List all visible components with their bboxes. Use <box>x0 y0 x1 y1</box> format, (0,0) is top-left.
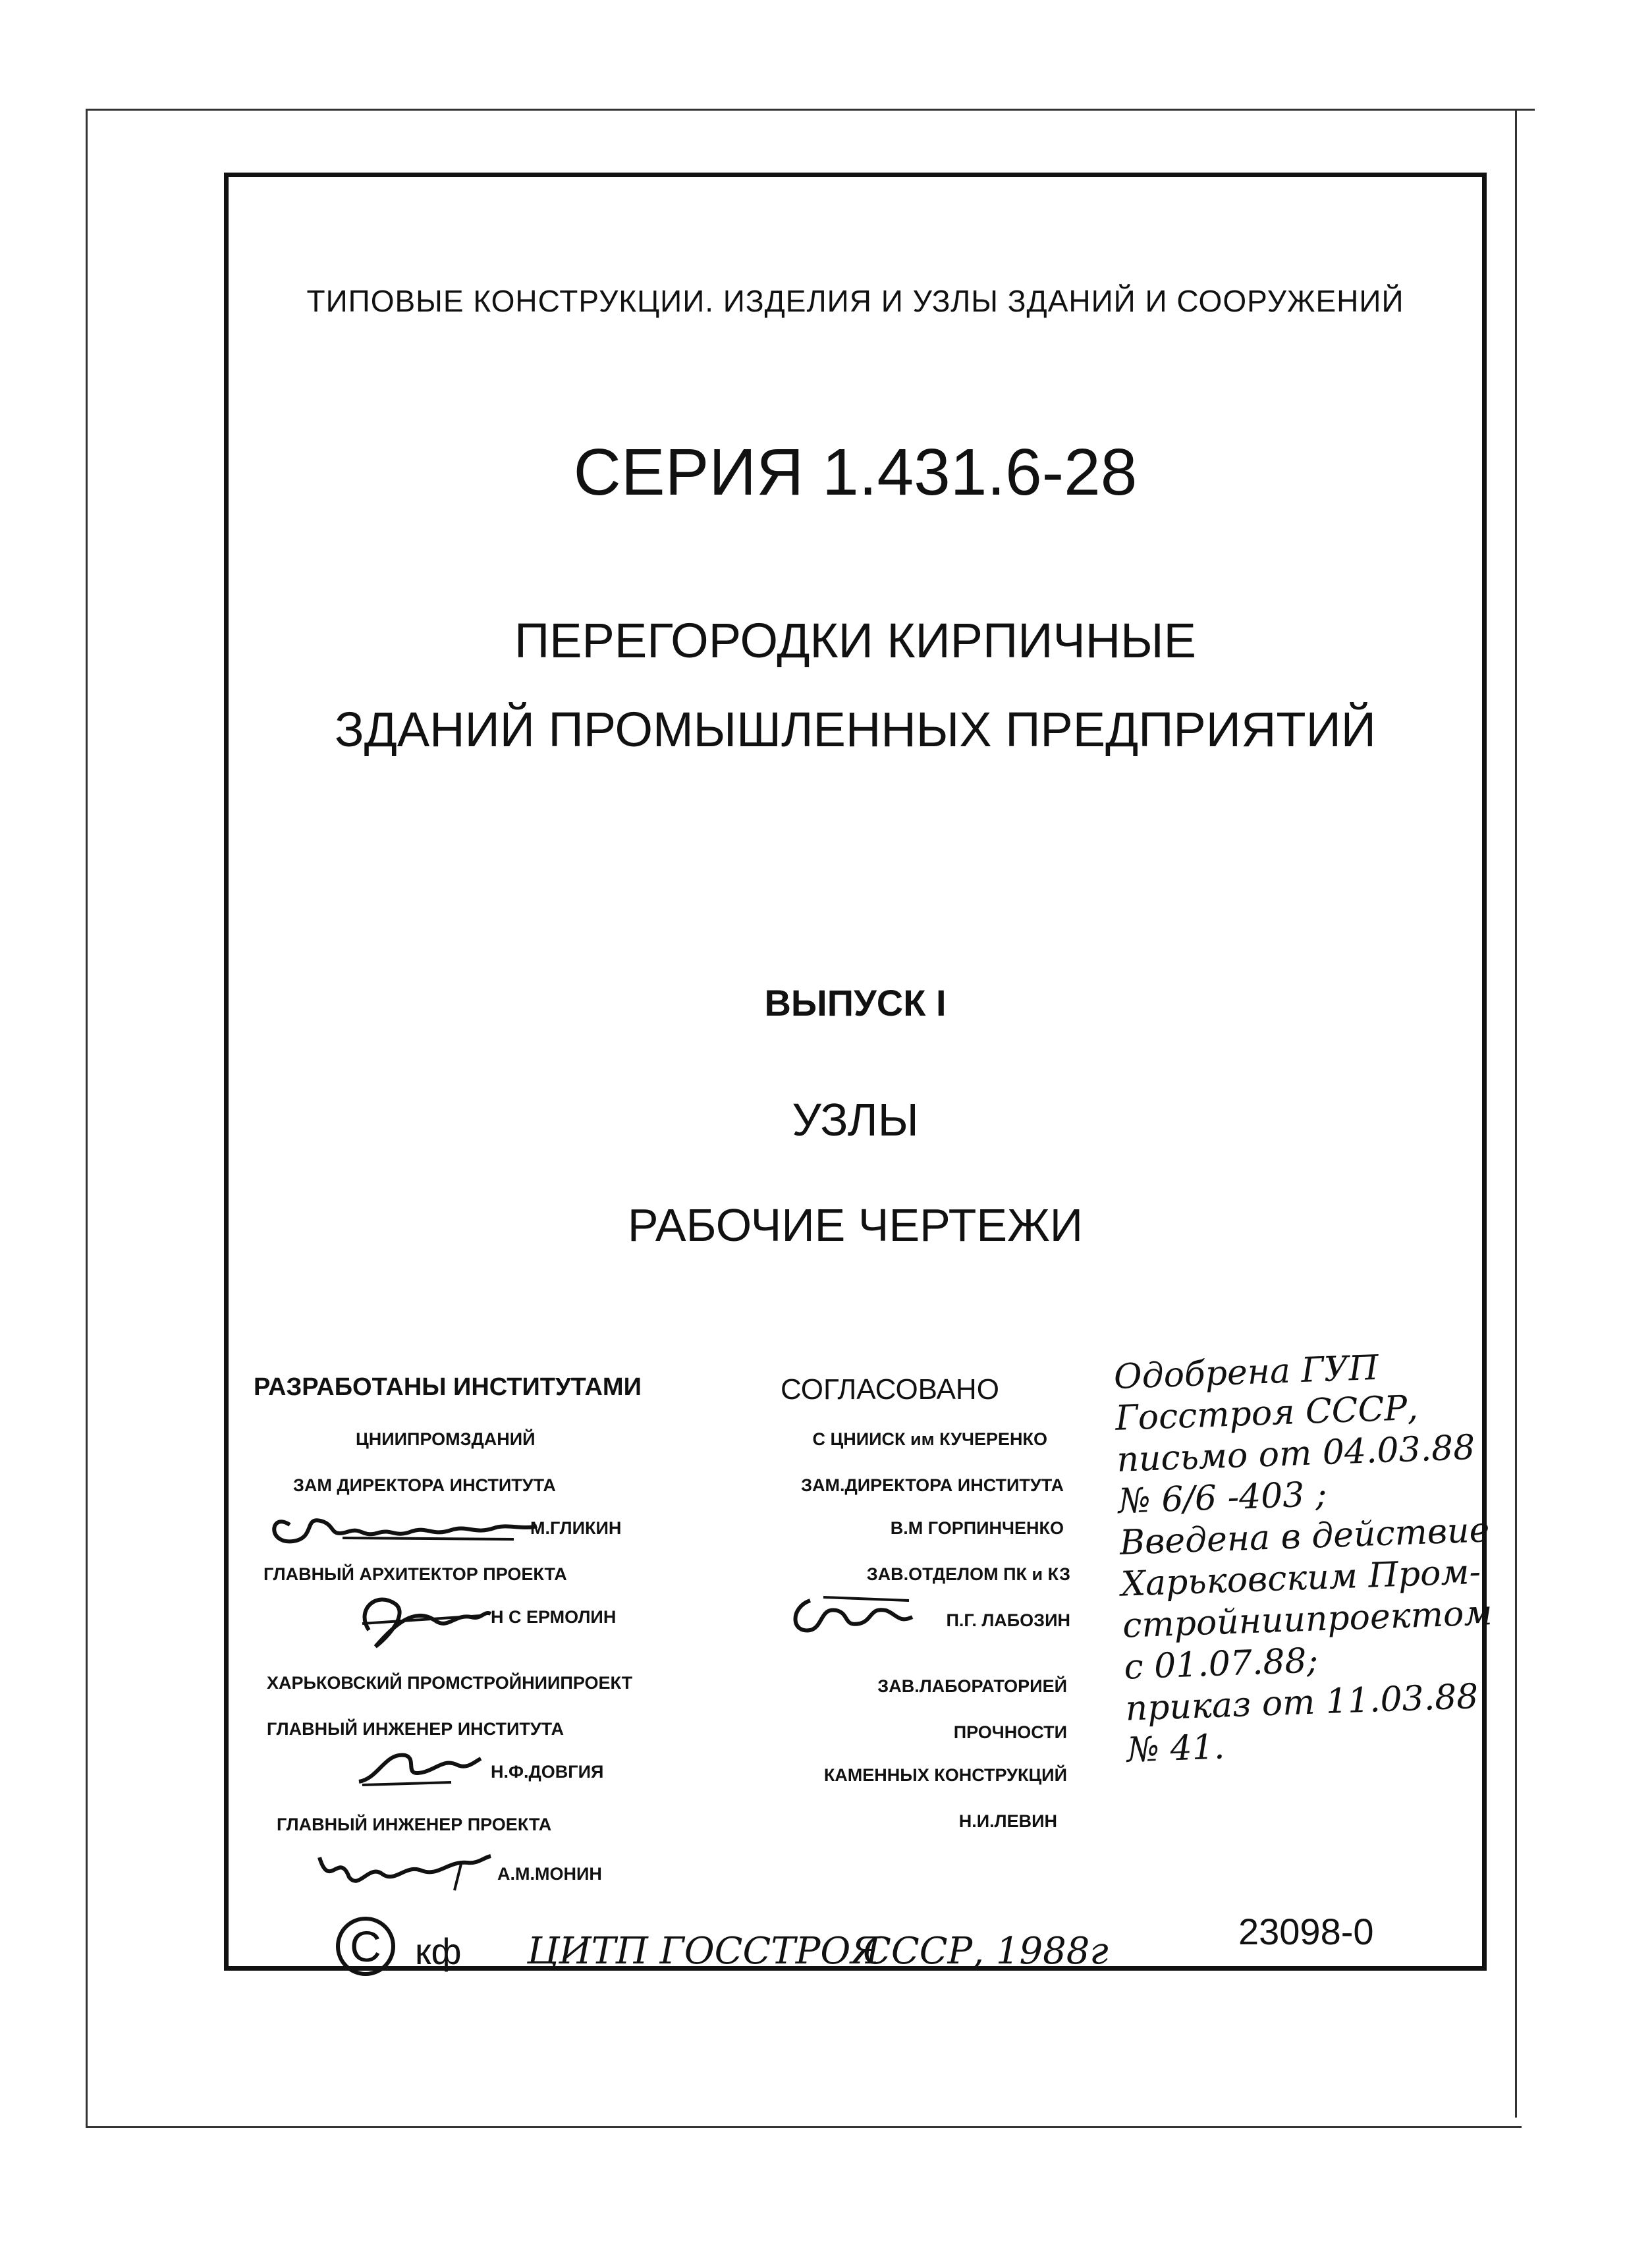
agreed-role-3a: ЗАВ.ЛАБОРАТОРИЕЙ <box>877 1676 1067 1696</box>
document-number: 23098-0 <box>1238 1911 1374 1952</box>
signature-dovgiya <box>352 1739 484 1792</box>
approval-note-line: Госстроя СССР, <box>1115 1388 1419 1438</box>
approval-note-line: стройниипроектом <box>1122 1593 1493 1646</box>
agreed-org: С ЦНИИСК им КУЧЕРЕНКО <box>812 1429 1047 1449</box>
developed-name-1: М.ГЛИКИН <box>530 1518 622 1538</box>
copyright-icon: C <box>336 1917 395 1976</box>
issue-label: ВЫПУСК I <box>764 982 947 1024</box>
approval-note-line: № 41. <box>1126 1727 1226 1770</box>
footer-text-3: СССР, 1988г <box>863 1930 1109 1973</box>
agreed-role-3c: КАМЕННЫХ КОНСТРУКЦИЙ <box>823 1765 1067 1785</box>
approval-note-line: Харьковским Пром- <box>1120 1552 1481 1604</box>
developed-institute-2: ХАРЬКОВСКИЙ ПРОМСТРОЙНИИПРОЕКТ <box>267 1673 633 1693</box>
part-label: УЗЛЫ <box>792 1094 919 1145</box>
trim-line-right <box>1515 109 1517 2118</box>
title-line-2: ЗДАНИЙ ПРОМЫШЛЕННЫХ ПРЕДПРИЯТИЙ <box>335 702 1376 757</box>
trim-line-top <box>86 109 1535 111</box>
approval-note-line: с 01.07.88; <box>1123 1641 1319 1687</box>
agreed-name-2: П.Г. ЛАБОЗИН <box>946 1610 1070 1630</box>
developed-name-3: Н.Ф.ДОВГИЯ <box>491 1762 604 1782</box>
agreed-name-1: В.М ГОРПИНЧЕНКО <box>890 1518 1064 1538</box>
agreed-heading: СОГЛАСОВАНО <box>781 1373 999 1406</box>
signature-glikin <box>263 1498 540 1551</box>
agreed-role-3b: ПРОЧНОСТИ <box>953 1722 1067 1742</box>
approval-note-line: № 6/6 -403 ; <box>1117 1474 1328 1521</box>
agreed-name-3: Н.И.ЛЕВИН <box>958 1811 1057 1831</box>
developed-role-1: ЗАМ ДИРЕКТОРА ИНСТИТУТА <box>293 1475 556 1495</box>
agreed-role-1: ЗАМ.ДИРЕКТОРА ИНСТИТУТА <box>801 1475 1064 1495</box>
developed-role-2: ГЛАВНЫЙ АРХИТЕКТОР ПРОЕКТА <box>263 1564 567 1584</box>
footer-text-2: ЦИТП ГОССТРОЯ <box>527 1930 881 1973</box>
title-line-1: ПЕРЕГОРОДКИ КИРПИЧНЫЕ <box>514 613 1197 668</box>
trim-line-left <box>86 109 88 2127</box>
approval-note <box>1113 1344 1497 1771</box>
approval-note-line: приказ от 11.03.88 <box>1124 1676 1479 1729</box>
document-kind: РАБОЧИЕ ЧЕРТЕЖИ <box>627 1199 1084 1251</box>
developed-name-4: А.М.МОНИН <box>497 1864 602 1884</box>
agreed-role-2: ЗАВ.ОТДЕЛОМ ПК и КЗ <box>866 1564 1070 1584</box>
developed-role-3: ГЛАВНЫЙ ИНЖЕНЕР ИНСТИТУТА <box>267 1719 564 1739</box>
approval-note-line: Введена в действие <box>1118 1510 1491 1563</box>
signature-ermolin <box>349 1584 494 1657</box>
approval-note-line: Одобрена ГУП <box>1113 1348 1379 1397</box>
footer-text-1: кф <box>415 1931 462 1972</box>
approval-note-line: письмо от 04.03.88 <box>1116 1427 1476 1480</box>
developed-institute-1: ЦНИИПРОМЗДАНИЙ <box>356 1429 536 1449</box>
trim-line-bottom <box>86 2126 1522 2128</box>
developed-role-4: ГЛАВНЫЙ ИНЖЕНЕР ПРОЕКТА <box>277 1815 552 1834</box>
series-number: СЕРИЯ 1.431.6-28 <box>573 435 1138 509</box>
document-header: ТИПОВЫЕ КОНСТРУКЦИИ. ИЗДЕЛИЯ И УЗЛЫ ЗДАНИЙ И СООРУЖЕНИЙ <box>306 284 1404 318</box>
developed-name-2: Н С ЕРМОЛИН <box>491 1607 617 1627</box>
signature-monin <box>310 1838 494 1897</box>
developed-heading: РАЗРАБОТАНЫ ИНСТИТУТАМИ <box>254 1373 642 1401</box>
